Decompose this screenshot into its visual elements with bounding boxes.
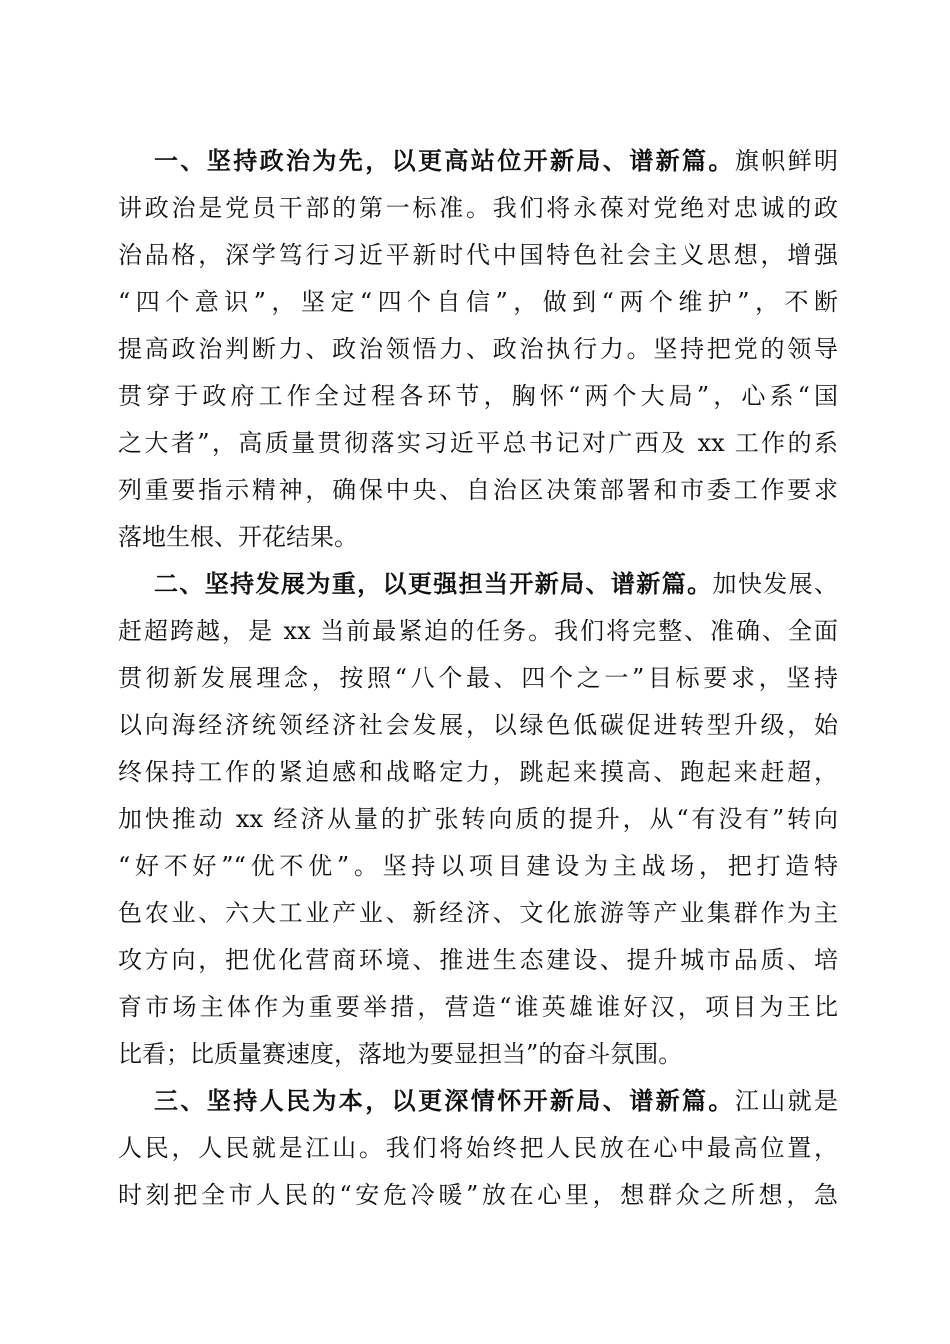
paragraph-2-line-1 bbox=[154, 564, 838, 604]
paragraph-2-line-11: 比看；比质量赛速度，落地为要显担当”的奋斗氛围。 bbox=[118, 1040, 683, 1068]
paragraph-2-line-10: 育市场主体作为重要举措，营造“谁英雄谁好汉，项目为王比 bbox=[118, 993, 838, 1021]
paragraph-3-line-3: 时刻把全市人民的“安危冷暖”放在心里，想群众之所想，急 bbox=[118, 1181, 838, 1209]
paragraph-2-line-2: 赶超跨越，是 xx 当前最紧迫的任务。我们将完整、准确、全面 bbox=[118, 617, 838, 645]
paragraph-1-line-6: 贯穿于政府工作全过程各环节，胸怀“两个大局”，心系“国 bbox=[118, 382, 838, 410]
paragraph-2-line-5: 终保持工作的紧迫感和战略定力，跳起来摸高、跑起来赶超， bbox=[118, 758, 838, 786]
paragraph-1-line-7: 之大者”，高质量贯彻落实习近平总书记对广西及 xx 工作的系 bbox=[118, 429, 838, 457]
paragraph-3-line-1 bbox=[154, 1081, 838, 1121]
paragraph-2-line-6: 加快推动 xx 经济从量的扩张转向质的提升，从“有没有”转向 bbox=[118, 805, 838, 833]
paragraph-1-text: 旗帜鲜明 bbox=[734, 147, 839, 175]
paragraph-1-line-9: 落地生根、开花结果。 bbox=[118, 523, 358, 551]
paragraph-2-line-7: “好不好”“优不优”。坚持以项目建设为主战场，把打造特 bbox=[118, 852, 838, 880]
paragraph-2-line-3: 贯彻新发展理念，按照“八个最、四个之一”目标要求，坚持 bbox=[118, 664, 838, 692]
paragraph-1-line-2: 讲政治是党员干部的第一标准。我们将永葆对党绝对忠诚的政 bbox=[118, 194, 838, 222]
paragraph-3-line-2: 人民，人民就是江山。我们将始终把人民放在心中最高位置， bbox=[118, 1134, 838, 1162]
paragraph-1-line-8: 列重要指示精神，确保中央、自治区决策部署和市委工作要求 bbox=[118, 476, 838, 504]
paragraph-1-line-3: 治品格，深学笃行习近平新时代中国特色社会主义思想，增强 bbox=[118, 241, 838, 269]
paragraph-1-line-1 bbox=[154, 141, 838, 181]
paragraph-2-heading: 二、坚持发展为重，以更强担当开新局、谱新篇。 bbox=[154, 570, 713, 598]
paragraph-1-line-5: 提高政治判断力、政治领悟力、政治执行力。坚持把党的领导 bbox=[118, 335, 838, 363]
paragraph-3-heading: 三、坚持人民为本，以更深情怀开新局、谱新篇。 bbox=[154, 1087, 735, 1115]
paragraph-1-heading: 一、坚持政治为先，以更高站位开新局、谱新篇。 bbox=[154, 147, 735, 175]
paragraph-2-line-8: 色农业、六大工业产业、新经济、文化旅游等产业集群作为主 bbox=[118, 899, 838, 927]
paragraph-2-line-4: 以向海经济统领经济社会发展，以绿色低碳促进转型升级，始 bbox=[118, 711, 838, 739]
paragraph-2-line-9: 攻方向，把优化营商环境、推进生态建设、提升城市品质、培 bbox=[118, 946, 838, 974]
paragraph-1-line-4: “四个意识”，坚定“四个自信”，做到“两个维护”，不断 bbox=[118, 288, 838, 316]
paragraph-2-text: 加快发展、 bbox=[712, 570, 839, 598]
paragraph-3-text: 江山就是 bbox=[734, 1087, 839, 1115]
